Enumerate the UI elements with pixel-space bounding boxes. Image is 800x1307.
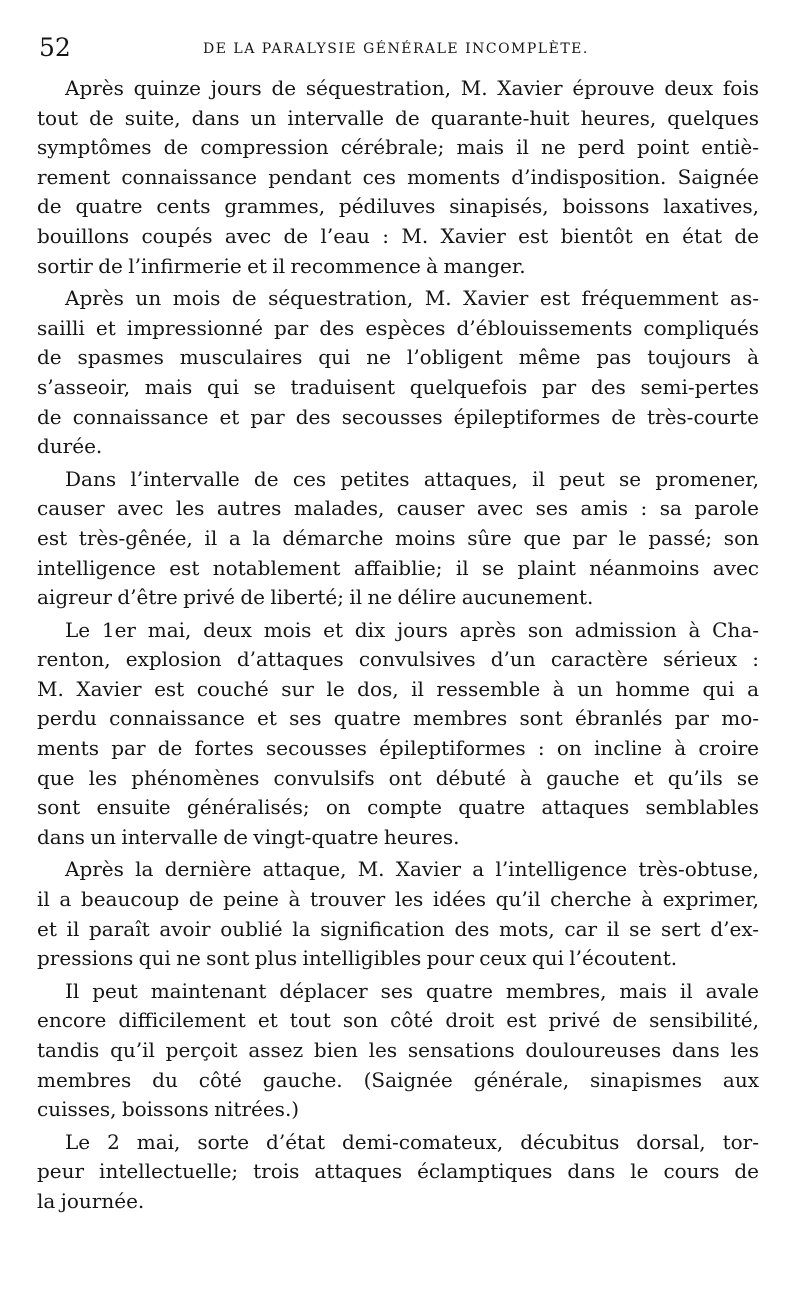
paragraph-line: Après un mois de séquestration, M. Xavier est fréquemment as- bbox=[65, 286, 759, 311]
paragraph-line: il a beaucoup de peine à trouver les idées qu’il cherche à exprimer, bbox=[37, 887, 759, 912]
paragraph-4 bbox=[37, 616, 759, 853]
paragraph-line: de connaissance et par des secousses épileptiformes de très-courte bbox=[37, 404, 759, 429]
paragraph-line: Après la dernière attaque, M. Xavier a l’intelligence très-obtuse, bbox=[65, 857, 759, 882]
paragraph-line: peur intellectuelle; trois attaques éclamptiques dans le cours de bbox=[37, 1159, 759, 1184]
paragraph-1 bbox=[37, 74, 759, 281]
paragraph-line: pressions qui ne sont plus intelligibles pour ceux qui l’écoutent. bbox=[37, 946, 678, 971]
paragraph-line: causer avec les autres malades, causer avec ses amis : sa parole bbox=[37, 496, 759, 521]
paragraph-line: Après quinze jours de séquestration, M. Xavier éprouve deux fois bbox=[65, 76, 759, 100]
paragraph-line: rement connaissance pendant ces moments d’indisposition. Saignée bbox=[37, 164, 759, 189]
paragraph-line: la journée. bbox=[37, 1188, 145, 1213]
paragraph-line: Dans l’intervalle de ces petites attaques, il peut se promener, bbox=[65, 466, 759, 491]
paragraph-line: sont ensuite généralisés; on compte quatre attaques semblables bbox=[37, 795, 759, 820]
paragraph-7 bbox=[37, 1128, 759, 1217]
paragraph-line: symptômes de compression cérébrale; mais il ne perd point entiè- bbox=[37, 135, 759, 160]
paragraph-6 bbox=[37, 977, 759, 1125]
paragraph-line: ments par de fortes secousses épileptiformes : on incline à croire bbox=[37, 736, 759, 761]
paragraph-line: tout de suite, dans un intervalle de quarante-huit heures, quelques bbox=[37, 105, 759, 130]
paragraph-line: sortir de l’infirmerie et il recommence à manger. bbox=[37, 253, 526, 278]
paragraph-2 bbox=[37, 284, 759, 462]
paragraph-line: durée. bbox=[37, 434, 103, 459]
paragraph-line: Il peut maintenant déplacer ses quatre membres, mais il avale bbox=[65, 978, 759, 1003]
paragraph-line: membres du côté gauche. (Saignée générale, sinapismes aux bbox=[37, 1067, 759, 1092]
paragraph-line: intelligence est notablement affaiblie; il se plaint néanmoins avec bbox=[37, 555, 759, 580]
paragraph-5 bbox=[37, 855, 759, 973]
paragraph-line: de quatre cents grammes, pédiluves sinapisés, boissons laxatives, bbox=[37, 194, 759, 219]
paragraph-line: renton, explosion d’attaques convulsives d’un caractère sérieux : bbox=[37, 647, 759, 672]
paragraph-line: est très-gênée, il a la démarche moins sûre que par le passé; son bbox=[37, 525, 759, 550]
paragraph-line: de spasmes musculaires qui ne l’obligent même pas toujours à bbox=[37, 345, 759, 370]
paragraph-line: aigreur d’être privé de liberté; il ne délire aucunement. bbox=[37, 585, 594, 610]
paragraph-line: Le 1er mai, deux mois et dix jours après son admission à Cha- bbox=[65, 617, 759, 642]
paragraph-line: cuisses, boissons nitrées.) bbox=[37, 1097, 300, 1122]
paragraph-line: s’asseoir, mais qui se traduisent quelquefois par des semi-pertes bbox=[37, 374, 759, 399]
page-number: 52 bbox=[39, 33, 71, 62]
paragraph-line: bouillons coupés avec de l’eau : M. Xavier est bientôt en état de bbox=[37, 223, 759, 248]
paragraph-line: sailli et impressionné par des espèces d’éblouissements compliqués bbox=[37, 315, 759, 340]
running-title: DE LA PARALYSIE GÉNÉRALE INCOMPLÈTE. bbox=[203, 41, 589, 57]
running-head bbox=[37, 30, 757, 64]
paragraph-line: perdu connaissance et ses quatre membres sont ébranlés par mo- bbox=[37, 706, 759, 731]
paragraph-3 bbox=[37, 465, 759, 613]
paragraph-line: et il paraît avoir oublié la signification des mots, car il se sert d’ex- bbox=[37, 916, 759, 941]
paragraph-line: tandis qu’il perçoit assez bien les sensations douloureuses dans les bbox=[37, 1038, 759, 1062]
paragraph-line: Le 2 mai, sorte d’état demi-comateux, décubitus dorsal, tor- bbox=[65, 1129, 759, 1154]
paragraph-line: dans un intervalle de vingt-quatre heures. bbox=[37, 824, 460, 849]
body-text bbox=[37, 74, 759, 1217]
paragraph-line: encore difficilement et tout son côté droit est privé de sensibilité, bbox=[37, 1008, 759, 1033]
paragraph-line: que les phénomènes convulsifs ont débuté à gauche et qu’ils se bbox=[37, 765, 759, 790]
paragraph-line: M. Xavier est couché sur le dos, il ressemble à un homme qui a bbox=[37, 676, 759, 701]
